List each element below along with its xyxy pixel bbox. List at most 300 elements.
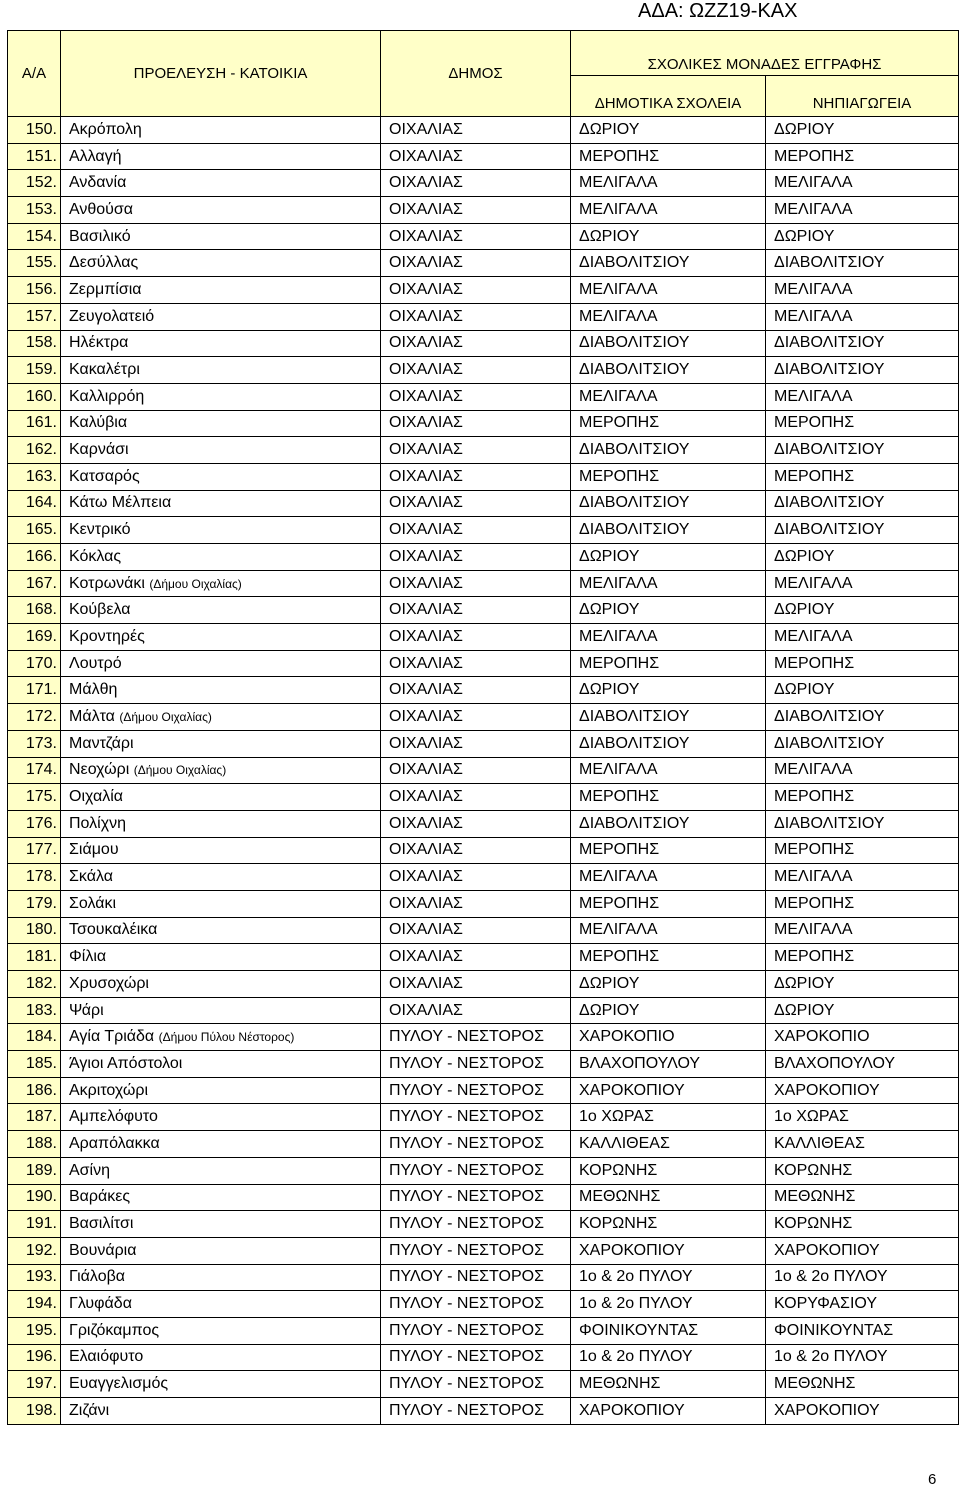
primary-school-cell: ΔΙΑΒΟΛΙΤΣΙΟΥ (571, 704, 766, 731)
primary-school-cell: ΜΕΛΙΓΑΛΑ (571, 303, 766, 330)
primary-school-cell: ΜΕΘΩΝΗΣ (571, 1184, 766, 1211)
municipality-cell: ΟΙΧΑΛΙΑΣ (381, 997, 571, 1024)
place-name (61, 170, 381, 197)
kindergarten-cell: 1ο & 2ο ΠΥΛΟΥ (766, 1344, 959, 1371)
primary-school-cell: ΔΩΡΙΟΥ (571, 997, 766, 1024)
municipality-cell: ΟΙΧΑΛΙΑΣ (381, 303, 571, 330)
row-number: 170. (8, 650, 61, 677)
primary-school-cell: ΔΙΑΒΟΛΙΤΣΙΟΥ (571, 730, 766, 757)
place-label: Κακαλέτρι (69, 361, 140, 379)
table-row (8, 1317, 959, 1344)
table-row (8, 971, 959, 998)
table-row (8, 624, 959, 651)
row-number: 156. (8, 277, 61, 304)
municipality-cell: ΠΥΛΟΥ - ΝΕΣΤΟΡΟΣ (381, 1131, 571, 1158)
kindergarten-cell: 1ο & 2ο ΠΥΛΟΥ (766, 1264, 959, 1291)
row-number: 155. (8, 250, 61, 277)
kindergarten-cell: ΔΙΑΒΟΛΙΤΣΙΟΥ (766, 517, 959, 544)
place-name (61, 1077, 381, 1104)
municipality-cell: ΠΥΛΟΥ - ΝΕΣΤΟΡΟΣ (381, 1184, 571, 1211)
place-label: Ευαγγελισμός (69, 1375, 169, 1393)
primary-school-cell: ΧΑΡΟΚΟΠΙΟΥ (571, 1398, 766, 1425)
row-number: 194. (8, 1291, 61, 1318)
header-municipality: ΔΗΜΟΣ (381, 31, 571, 117)
table-row (8, 1264, 959, 1291)
municipality-cell: ΟΙΧΑΛΙΑΣ (381, 117, 571, 144)
row-number: 174. (8, 757, 61, 784)
place-label: Ηλέκτρα (69, 334, 129, 352)
place-note: (Δήμου Οιχαλίας) (119, 709, 212, 724)
place-label: Νεοχώρι (69, 761, 130, 779)
table-row (8, 410, 959, 437)
primary-school-cell: ΜΕΡΟΠΗΣ (571, 463, 766, 490)
place-name (61, 1398, 381, 1425)
row-number: 178. (8, 864, 61, 891)
header-kindergarten: ΝΗΠΙΑΓΩΓΕΙΑ (766, 76, 959, 117)
place-name (61, 837, 381, 864)
primary-school-cell: ΔΙΑΒΟΛΙΤΣΙΟΥ (571, 437, 766, 464)
municipality-cell: ΟΙΧΑΛΙΑΣ (381, 570, 571, 597)
place-label: Αραπόλακκα (69, 1134, 160, 1152)
municipality-cell: ΟΙΧΑΛΙΑΣ (381, 357, 571, 384)
kindergarten-cell: ΔΙΑΒΟΛΙΤΣΙΟΥ (766, 490, 959, 517)
row-number: 185. (8, 1051, 61, 1078)
kindergarten-cell: ΔΩΡΙΟΥ (766, 223, 959, 250)
primary-school-cell: ΔΙΑΒΟΛΙΤΣΙΟΥ (571, 330, 766, 357)
place-label: Σολάκι (69, 894, 117, 912)
municipality-cell: ΟΙΧΑΛΙΑΣ (381, 143, 571, 170)
kindergarten-cell: ΦΟΙΝΙΚΟΥΝΤΑΣ (766, 1317, 959, 1344)
place-label: Γιάλοβα (69, 1268, 126, 1286)
row-number: 188. (8, 1131, 61, 1158)
municipality-cell: ΟΙΧΑΛΙΑΣ (381, 490, 571, 517)
row-number: 173. (8, 730, 61, 757)
place-label: Αλλαγή (69, 147, 122, 165)
municipality-cell: ΠΥΛΟΥ - ΝΕΣΤΟΡΟΣ (381, 1344, 571, 1371)
row-number: 182. (8, 971, 61, 998)
place-label: Ανθούσα (69, 200, 134, 218)
place-name (61, 810, 381, 837)
primary-school-cell: ΒΛΑΧΟΠΟΥΛΟΥ (571, 1051, 766, 1078)
kindergarten-cell: ΜΕΡΟΠΗΣ (766, 890, 959, 917)
place-label: Κροντηρές (69, 627, 145, 645)
municipality-cell: ΠΥΛΟΥ - ΝΕΣΤΟΡΟΣ (381, 1291, 571, 1318)
place-name (61, 784, 381, 811)
place-label: Ακριτοχώρι (69, 1081, 149, 1099)
municipality-cell: ΠΥΛΟΥ - ΝΕΣΤΟΡΟΣ (381, 1077, 571, 1104)
municipality-cell: ΟΙΧΑΛΙΑΣ (381, 864, 571, 891)
municipality-cell: ΟΙΧΑΛΙΑΣ (381, 624, 571, 651)
place-label: Αγία Τριάδα (69, 1028, 155, 1046)
table-row (8, 570, 959, 597)
primary-school-cell: ΧΑΡΟΚΟΠΙΟ (571, 1024, 766, 1051)
row-number: 164. (8, 490, 61, 517)
primary-school-cell: ΜΕΡΟΠΗΣ (571, 650, 766, 677)
kindergarten-cell: ΜΕΛΙΓΑΛΑ (766, 624, 959, 651)
kindergarten-cell: ΜΕΡΟΠΗΣ (766, 650, 959, 677)
place-name (61, 597, 381, 624)
place-name (61, 1317, 381, 1344)
primary-school-cell: ΜΕΛΙΓΑΛΑ (571, 277, 766, 304)
place-label: Κούβελα (69, 601, 131, 619)
kindergarten-cell: ΜΕΡΟΠΗΣ (766, 463, 959, 490)
row-number: 184. (8, 1024, 61, 1051)
place-name (61, 303, 381, 330)
table-row (8, 917, 959, 944)
municipality-cell: ΠΥΛΟΥ - ΝΕΣΤΟΡΟΣ (381, 1157, 571, 1184)
table-row (8, 784, 959, 811)
primary-school-cell: ΜΕΛΙΓΑΛΑ (571, 570, 766, 597)
place-label: Σιάμου (69, 841, 119, 859)
header-aa: Α/Α (8, 31, 61, 117)
table-row (8, 1104, 959, 1131)
kindergarten-cell: ΜΕΘΩΝΗΣ (766, 1184, 959, 1211)
municipality-cell: ΟΙΧΑΛΙΑΣ (381, 410, 571, 437)
table-row (8, 170, 959, 197)
place-label: Γριζόκαμπος (69, 1321, 160, 1339)
table-row (8, 1344, 959, 1371)
table-row (8, 117, 959, 144)
municipality-cell: ΟΙΧΑΛΙΑΣ (381, 517, 571, 544)
place-label: Πολίχνη (69, 814, 126, 832)
place-name (61, 1024, 381, 1051)
place-name (61, 1131, 381, 1158)
row-number: 151. (8, 143, 61, 170)
table-row (8, 544, 959, 571)
primary-school-cell: ΧΑΡΟΚΟΠΙΟΥ (571, 1077, 766, 1104)
kindergarten-cell: ΔΙΑΒΟΛΙΤΣΙΟΥ (766, 810, 959, 837)
table-row (8, 463, 959, 490)
place-name (61, 277, 381, 304)
place-name (61, 383, 381, 410)
kindergarten-cell: ΧΑΡΟΚΟΠΙΟΥ (766, 1398, 959, 1425)
schools-table (7, 30, 959, 1425)
kindergarten-cell: ΔΙΑΒΟΛΙΤΣΙΟΥ (766, 437, 959, 464)
row-number: 168. (8, 597, 61, 624)
place-name (61, 997, 381, 1024)
municipality-cell: ΠΥΛΟΥ - ΝΕΣΤΟΡΟΣ (381, 1211, 571, 1238)
primary-school-cell: ΜΕΛΙΓΑΛΑ (571, 624, 766, 651)
place-label: Κεντρικό (69, 521, 131, 539)
table-row (8, 277, 959, 304)
place-name (61, 1051, 381, 1078)
primary-school-cell: ΔΙΑΒΟΛΙΤΣΙΟΥ (571, 490, 766, 517)
row-number: 183. (8, 997, 61, 1024)
row-number: 160. (8, 383, 61, 410)
table-row (8, 1184, 959, 1211)
place-name (61, 517, 381, 544)
municipality-cell: ΟΙΧΑΛΙΑΣ (381, 463, 571, 490)
primary-school-cell: ΜΕΡΟΠΗΣ (571, 890, 766, 917)
kindergarten-cell: ΔΙΑΒΟΛΙΤΣΙΟΥ (766, 730, 959, 757)
table-row (8, 357, 959, 384)
place-label: Ελαιόφυτο (69, 1348, 144, 1366)
place-label: Βαράκες (69, 1188, 131, 1206)
row-number: 162. (8, 437, 61, 464)
kindergarten-cell: ΚΟΡΩΝΗΣ (766, 1211, 959, 1238)
place-label: Βασιλίτσι (69, 1215, 134, 1233)
primary-school-cell: ΔΩΡΙΟΥ (571, 223, 766, 250)
row-number: 195. (8, 1317, 61, 1344)
place-name (61, 1184, 381, 1211)
table-row (8, 864, 959, 891)
row-number: 189. (8, 1157, 61, 1184)
kindergarten-cell: ΜΕΡΟΠΗΣ (766, 837, 959, 864)
kindergarten-cell: ΜΕΛΙΓΑΛΑ (766, 917, 959, 944)
row-number: 150. (8, 117, 61, 144)
primary-school-cell: 1ο & 2ο ΠΥΛΟΥ (571, 1291, 766, 1318)
header-origin: ΠΡΟΕΛΕΥΣΗ - ΚΑΤΟΙΚΙΑ (61, 31, 381, 117)
place-name (61, 971, 381, 998)
row-number: 186. (8, 1077, 61, 1104)
table-row (8, 490, 959, 517)
table-row (8, 1157, 959, 1184)
primary-school-cell: 1ο & 2ο ΠΥΛΟΥ (571, 1264, 766, 1291)
row-number: 198. (8, 1398, 61, 1425)
row-number: 154. (8, 223, 61, 250)
row-number: 179. (8, 890, 61, 917)
municipality-cell: ΟΙΧΑΛΙΑΣ (381, 730, 571, 757)
kindergarten-cell: ΔΙΑΒΟΛΙΤΣΙΟΥ (766, 250, 959, 277)
kindergarten-cell: ΧΑΡΟΚΟΠΙΟΥ (766, 1077, 959, 1104)
municipality-cell: ΟΙΧΑΛΙΑΣ (381, 197, 571, 224)
kindergarten-cell: ΔΩΡΙΟΥ (766, 677, 959, 704)
kindergarten-cell: 1ο ΧΩΡΑΣ (766, 1104, 959, 1131)
row-number: 163. (8, 463, 61, 490)
municipality-cell: ΟΙΧΑΛΙΑΣ (381, 330, 571, 357)
place-name (61, 357, 381, 384)
kindergarten-cell: ΚΟΡΩΝΗΣ (766, 1157, 959, 1184)
primary-school-cell: ΚΑΛΛΙΘΕΑΣ (571, 1131, 766, 1158)
primary-school-cell: ΚΟΡΩΝΗΣ (571, 1211, 766, 1238)
municipality-cell: ΟΙΧΑΛΙΑΣ (381, 383, 571, 410)
place-label: Οιχαλία (69, 788, 124, 806)
primary-school-cell: ΔΙΑΒΟΛΙΤΣΙΟΥ (571, 357, 766, 384)
municipality-cell: ΟΙΧΑΛΙΑΣ (381, 223, 571, 250)
kindergarten-cell: ΚΟΡΥΦΑΣΙΟΥ (766, 1291, 959, 1318)
table-row (8, 944, 959, 971)
municipality-cell: ΠΥΛΟΥ - ΝΕΣΤΟΡΟΣ (381, 1264, 571, 1291)
table-row (8, 517, 959, 544)
place-name (61, 757, 381, 784)
table-row (8, 704, 959, 731)
kindergarten-cell: ΜΕΛΙΓΑΛΑ (766, 864, 959, 891)
primary-school-cell: ΔΩΡΙΟΥ (571, 971, 766, 998)
kindergarten-cell: ΜΕΛΙΓΑΛΑ (766, 757, 959, 784)
row-number: 152. (8, 170, 61, 197)
table-row (8, 997, 959, 1024)
primary-school-cell: ΔΙΑΒΟΛΙΤΣΙΟΥ (571, 517, 766, 544)
place-name (61, 117, 381, 144)
table-row (8, 677, 959, 704)
primary-school-cell: ΔΙΑΒΟΛΙΤΣΙΟΥ (571, 810, 766, 837)
table-row (8, 303, 959, 330)
kindergarten-cell: ΜΕΛΙΓΑΛΑ (766, 303, 959, 330)
municipality-cell: ΟΙΧΑΛΙΑΣ (381, 597, 571, 624)
kindergarten-cell: ΒΛΑΧΟΠΟΥΛΟΥ (766, 1051, 959, 1078)
primary-school-cell: ΜΕΡΟΠΗΣ (571, 837, 766, 864)
municipality-cell: ΟΙΧΑΛΙΑΣ (381, 810, 571, 837)
header-schools: ΣΧΟΛΙΚΕΣ ΜΟΝΑΔΕΣ ΕΓΓΡΑΦΗΣ (571, 31, 959, 76)
row-number: 187. (8, 1104, 61, 1131)
place-label: Δεσύλλας (69, 254, 139, 272)
table-row (8, 810, 959, 837)
place-name (61, 730, 381, 757)
kindergarten-cell: ΔΩΡΙΟΥ (766, 544, 959, 571)
kindergarten-cell: ΜΕΛΙΓΑΛΑ (766, 170, 959, 197)
primary-school-cell: ΜΕΘΩΝΗΣ (571, 1371, 766, 1398)
place-label: Γλυφάδα (69, 1295, 132, 1313)
primary-school-cell: 1ο ΧΩΡΑΣ (571, 1104, 766, 1131)
primary-school-cell: ΔΙΑΒΟΛΙΤΣΙΟΥ (571, 250, 766, 277)
table-row (8, 730, 959, 757)
place-name (61, 1371, 381, 1398)
kindergarten-cell: ΜΕΡΟΠΗΣ (766, 784, 959, 811)
kindergarten-cell: ΜΕΛΙΓΑΛΑ (766, 383, 959, 410)
table-row (8, 890, 959, 917)
row-number: 191. (8, 1211, 61, 1238)
municipality-cell: ΟΙΧΑΛΙΑΣ (381, 544, 571, 571)
primary-school-cell: ΜΕΛΙΓΑΛΑ (571, 757, 766, 784)
place-name (61, 677, 381, 704)
kindergarten-cell: ΜΕΛΙΓΑΛΑ (766, 277, 959, 304)
municipality-cell: ΟΙΧΑΛΙΑΣ (381, 250, 571, 277)
primary-school-cell: ΜΕΡΟΠΗΣ (571, 143, 766, 170)
kindergarten-cell: ΔΙΑΒΟΛΙΤΣΙΟΥ (766, 704, 959, 731)
primary-school-cell: ΜΕΛΙΓΑΛΑ (571, 917, 766, 944)
place-name (61, 197, 381, 224)
ada-code: ΑΔΑ: ΩΖΖ19-ΚΑΧ (638, 0, 798, 22)
primary-school-cell: ΜΕΡΟΠΗΣ (571, 410, 766, 437)
municipality-cell: ΠΥΛΟΥ - ΝΕΣΤΟΡΟΣ (381, 1371, 571, 1398)
place-label: Ψάρι (69, 1001, 104, 1019)
row-number: 171. (8, 677, 61, 704)
place-label: Καρνάσι (69, 441, 129, 459)
place-label: Ανδανία (69, 174, 127, 192)
table-row (8, 383, 959, 410)
kindergarten-cell: ΜΕΛΙΓΑΛΑ (766, 570, 959, 597)
municipality-cell: ΟΙΧΑΛΙΑΣ (381, 704, 571, 731)
municipality-cell: ΟΙΧΑΛΙΑΣ (381, 757, 571, 784)
table-row (8, 837, 959, 864)
row-number: 159. (8, 357, 61, 384)
primary-school-cell: ΜΕΛΙΓΑΛΑ (571, 383, 766, 410)
place-name (61, 864, 381, 891)
row-number: 153. (8, 197, 61, 224)
row-number: 169. (8, 624, 61, 651)
table-row (8, 1051, 959, 1078)
kindergarten-cell: ΔΙΑΒΟΛΙΤΣΙΟΥ (766, 357, 959, 384)
primary-school-cell: ΜΕΡΟΠΗΣ (571, 944, 766, 971)
place-name (61, 570, 381, 597)
table-row (8, 437, 959, 464)
table-row (8, 1398, 959, 1425)
municipality-cell: ΠΥΛΟΥ - ΝΕΣΤΟΡΟΣ (381, 1317, 571, 1344)
place-name (61, 1211, 381, 1238)
primary-school-cell: ΜΕΛΙΓΑΛΑ (571, 864, 766, 891)
row-number: 196. (8, 1344, 61, 1371)
municipality-cell: ΠΥΛΟΥ - ΝΕΣΤΟΡΟΣ (381, 1051, 571, 1078)
row-number: 158. (8, 330, 61, 357)
place-label: Λουτρό (69, 654, 122, 672)
place-name (61, 330, 381, 357)
primary-school-cell: ΜΕΛΙΓΑΛΑ (571, 170, 766, 197)
kindergarten-cell: ΜΕΡΟΠΗΣ (766, 944, 959, 971)
municipality-cell: ΟΙΧΑΛΙΑΣ (381, 170, 571, 197)
row-number: 181. (8, 944, 61, 971)
place-name (61, 223, 381, 250)
row-number: 180. (8, 917, 61, 944)
table-row (8, 650, 959, 677)
row-number: 197. (8, 1371, 61, 1398)
municipality-cell: ΟΙΧΑΛΙΑΣ (381, 917, 571, 944)
table-row (8, 143, 959, 170)
place-name (61, 650, 381, 677)
row-number: 175. (8, 784, 61, 811)
table-row (8, 597, 959, 624)
municipality-cell: ΟΙΧΑΛΙΑΣ (381, 437, 571, 464)
place-name (61, 463, 381, 490)
municipality-cell: ΟΙΧΑΛΙΑΣ (381, 277, 571, 304)
row-number: 157. (8, 303, 61, 330)
kindergarten-cell: ΔΩΡΙΟΥ (766, 997, 959, 1024)
municipality-cell: ΟΙΧΑΛΙΑΣ (381, 784, 571, 811)
place-label: Τσουκαλέικα (69, 921, 158, 939)
page-number: 6 (928, 1471, 937, 1488)
place-label: Μάλθη (69, 681, 118, 699)
place-label: Αμπελόφυτο (69, 1108, 158, 1126)
place-label: Καλύβια (69, 414, 128, 432)
row-number: 190. (8, 1184, 61, 1211)
place-label: Μάλτα (69, 707, 115, 725)
row-number: 166. (8, 544, 61, 571)
place-name (61, 250, 381, 277)
place-name (61, 1104, 381, 1131)
place-name (61, 490, 381, 517)
place-name (61, 410, 381, 437)
primary-school-cell: ΚΟΡΩΝΗΣ (571, 1157, 766, 1184)
table-body (8, 117, 959, 1425)
primary-school-cell: ΦΟΙΝΙΚΟΥΝΤΑΣ (571, 1317, 766, 1344)
place-label: Ασίνη (69, 1161, 110, 1179)
place-label: Κόκλας (69, 547, 122, 565)
place-name (61, 624, 381, 651)
primary-school-cell: ΔΩΡΙΟΥ (571, 117, 766, 144)
table-row (8, 1024, 959, 1051)
municipality-cell: ΟΙΧΑΛΙΑΣ (381, 650, 571, 677)
municipality-cell: ΟΙΧΑΛΙΑΣ (381, 677, 571, 704)
kindergarten-cell: ΚΑΛΛΙΘΕΑΣ (766, 1131, 959, 1158)
primary-school-cell: ΔΩΡΙΟΥ (571, 544, 766, 571)
table-row (8, 197, 959, 224)
place-label: Ακρόπολη (69, 120, 142, 138)
row-number: 167. (8, 570, 61, 597)
place-name (61, 544, 381, 571)
table-row (8, 250, 959, 277)
municipality-cell: ΠΥΛΟΥ - ΝΕΣΤΟΡΟΣ (381, 1398, 571, 1425)
place-name (61, 944, 381, 971)
place-name (61, 437, 381, 464)
table-row (8, 1131, 959, 1158)
primary-school-cell: ΔΩΡΙΟΥ (571, 597, 766, 624)
place-note: (Δήμου Οιχαλίας) (133, 763, 227, 778)
municipality-cell: ΠΥΛΟΥ - ΝΕΣΤΟΡΟΣ (381, 1024, 571, 1051)
place-label: Ζιζάνι (69, 1401, 110, 1419)
place-label: Σκάλα (69, 868, 113, 886)
place-label: Μαντζάρι (69, 734, 134, 752)
place-note: (Δήμου Πύλου Νέστορος) (158, 1030, 295, 1045)
place-name (61, 704, 381, 731)
